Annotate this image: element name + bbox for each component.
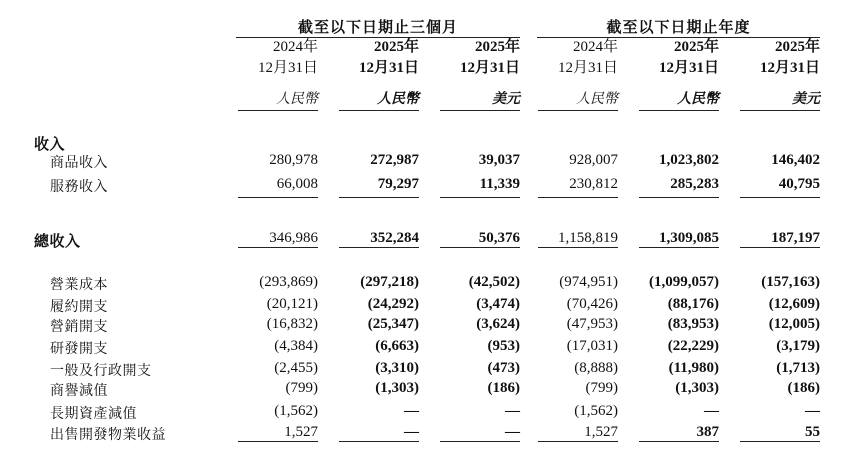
column-currency: 人民幣 [576, 91, 618, 107]
value-cell: (3,474) [476, 296, 520, 312]
column-currency: 美元 [792, 91, 820, 107]
column-date: 12月31日 [358, 60, 419, 76]
value-cell: (88,176) [667, 296, 719, 312]
value-cell: 272,987 [370, 152, 419, 168]
value-cell: 187,197 [771, 230, 820, 246]
column-currency: 人民幣 [377, 91, 419, 107]
line-item-label: 研發開支 [50, 341, 108, 357]
total-rule [538, 247, 618, 248]
column-header-rule [339, 110, 419, 111]
line-item-label: 出售開發物業收益 [50, 427, 166, 443]
value-cell: (16,832) [266, 316, 318, 332]
column-year: 2025年 [673, 39, 719, 55]
subtotal-rule [740, 197, 820, 198]
column-header-rule [740, 110, 820, 111]
value-cell: 1,023,802 [659, 152, 719, 168]
value-cell: 1,527 [284, 424, 318, 440]
value-cell: 50,376 [478, 230, 520, 246]
value-cell: (974,951) [559, 274, 618, 290]
column-year: 2025年 [474, 39, 520, 55]
line-item-label: 營業成本 [50, 277, 108, 293]
value-cell: (799) [585, 380, 618, 396]
column-header-rule [639, 110, 719, 111]
bottom-rule [440, 441, 520, 442]
value-cell: (42,502) [468, 274, 520, 290]
column-currency: 人民幣 [677, 91, 719, 107]
subtotal-rule [238, 197, 318, 198]
value-cell: 387 [696, 424, 719, 440]
value-cell: (12,005) [768, 316, 820, 332]
line-item-label: 營銷開支 [50, 319, 108, 335]
value-cell: (186) [487, 380, 520, 396]
value-cell: 280,978 [269, 152, 318, 168]
column-currency: 人民幣 [276, 91, 318, 107]
value-cell: 66,008 [276, 176, 318, 192]
subtotal-rule [639, 197, 719, 198]
value-cell: 285,283 [670, 176, 719, 192]
value-cell: — [505, 424, 520, 440]
column-date: 12月31日 [658, 60, 719, 76]
total-rule [339, 247, 419, 248]
column-year: 2025年 [373, 39, 419, 55]
total-rule [440, 247, 520, 248]
value-cell: (4,384) [274, 338, 318, 354]
value-cell: (293,869) [259, 274, 318, 290]
value-cell: 928,007 [569, 152, 618, 168]
value-cell: — [704, 403, 719, 419]
total-rule [238, 247, 318, 248]
value-cell: (11,980) [668, 360, 719, 376]
subtotal-rule [538, 197, 618, 198]
bottom-rule [339, 441, 419, 442]
value-cell: (12,609) [768, 296, 820, 312]
value-cell: (6,663) [375, 338, 419, 354]
value-cell: (186) [787, 380, 820, 396]
column-date: 12月31日 [759, 60, 820, 76]
value-cell: (799) [285, 380, 318, 396]
column-currency: 美元 [492, 91, 520, 107]
value-cell: (1,713) [776, 360, 820, 376]
section-label: 總收入 [34, 232, 81, 250]
value-cell: 1,158,819 [558, 230, 618, 246]
value-cell: 146,402 [771, 152, 820, 168]
total-rule [740, 247, 820, 248]
value-cell: (24,292) [367, 296, 419, 312]
subtotal-rule [339, 197, 419, 198]
column-header-rule [238, 110, 318, 111]
period-group-header: 截至以下日期止三個月 [297, 18, 458, 36]
column-date: 12月31日 [257, 60, 318, 76]
bottom-rule [538, 441, 618, 442]
value-cell: — [505, 403, 520, 419]
column-date: 12月31日 [557, 60, 618, 76]
value-cell: (3,310) [375, 360, 419, 376]
value-cell: (3,179) [776, 338, 820, 354]
value-cell: — [805, 403, 820, 419]
bottom-rule [639, 441, 719, 442]
value-cell: (20,121) [266, 296, 318, 312]
value-cell: (22,229) [667, 338, 719, 354]
value-cell: (47,953) [566, 316, 618, 332]
value-cell: (1,562) [274, 403, 318, 419]
value-cell: (25,347) [367, 316, 419, 332]
line-item-label: 商品收入 [50, 155, 108, 171]
value-cell: (70,426) [566, 296, 618, 312]
line-item-label: 長期資產減值 [50, 406, 137, 422]
value-cell: (953) [487, 338, 520, 354]
column-year: 2024年 [572, 39, 618, 55]
value-cell: (1,099,057) [649, 274, 719, 290]
value-cell: 1,309,085 [659, 230, 719, 246]
value-cell: (157,163) [761, 274, 820, 290]
column-year: 2024年 [272, 39, 318, 55]
subtotal-rule [440, 197, 520, 198]
value-cell: (17,031) [566, 338, 618, 354]
column-date: 12月31日 [459, 60, 520, 76]
value-cell: — [404, 403, 419, 419]
value-cell: (1,303) [375, 380, 419, 396]
value-cell: 40,795 [778, 176, 820, 192]
value-cell: (1,562) [574, 403, 618, 419]
value-cell: 11,339 [479, 176, 520, 192]
value-cell: (297,218) [360, 274, 419, 290]
value-cell: 79,297 [377, 176, 419, 192]
value-cell: (473) [487, 360, 520, 376]
column-year: 2025年 [774, 39, 820, 55]
section-label: 收入 [34, 135, 66, 153]
column-header-rule [538, 110, 618, 111]
line-item-label: 一般及行政開支 [50, 363, 152, 379]
total-rule [639, 247, 719, 248]
value-cell: 55 [805, 424, 820, 440]
line-item-label: 商譽減值 [50, 383, 108, 399]
value-cell: 230,812 [569, 176, 618, 192]
value-cell: 352,284 [370, 230, 419, 246]
value-cell: 1,527 [584, 424, 618, 440]
value-cell: (2,455) [274, 360, 318, 376]
value-cell: (1,303) [675, 380, 719, 396]
value-cell: — [404, 424, 419, 440]
value-cell: (8,888) [574, 360, 618, 376]
line-item-label: 履約開支 [50, 299, 108, 315]
value-cell: 39,037 [478, 152, 520, 168]
bottom-rule [238, 441, 318, 442]
line-item-label: 服務收入 [50, 179, 108, 195]
value-cell: (83,953) [667, 316, 719, 332]
period-group-header: 截至以下日期止年度 [606, 18, 751, 36]
bottom-rule [740, 441, 820, 442]
column-header-rule [440, 110, 520, 111]
value-cell: 346,986 [269, 230, 318, 246]
value-cell: (3,624) [476, 316, 520, 332]
